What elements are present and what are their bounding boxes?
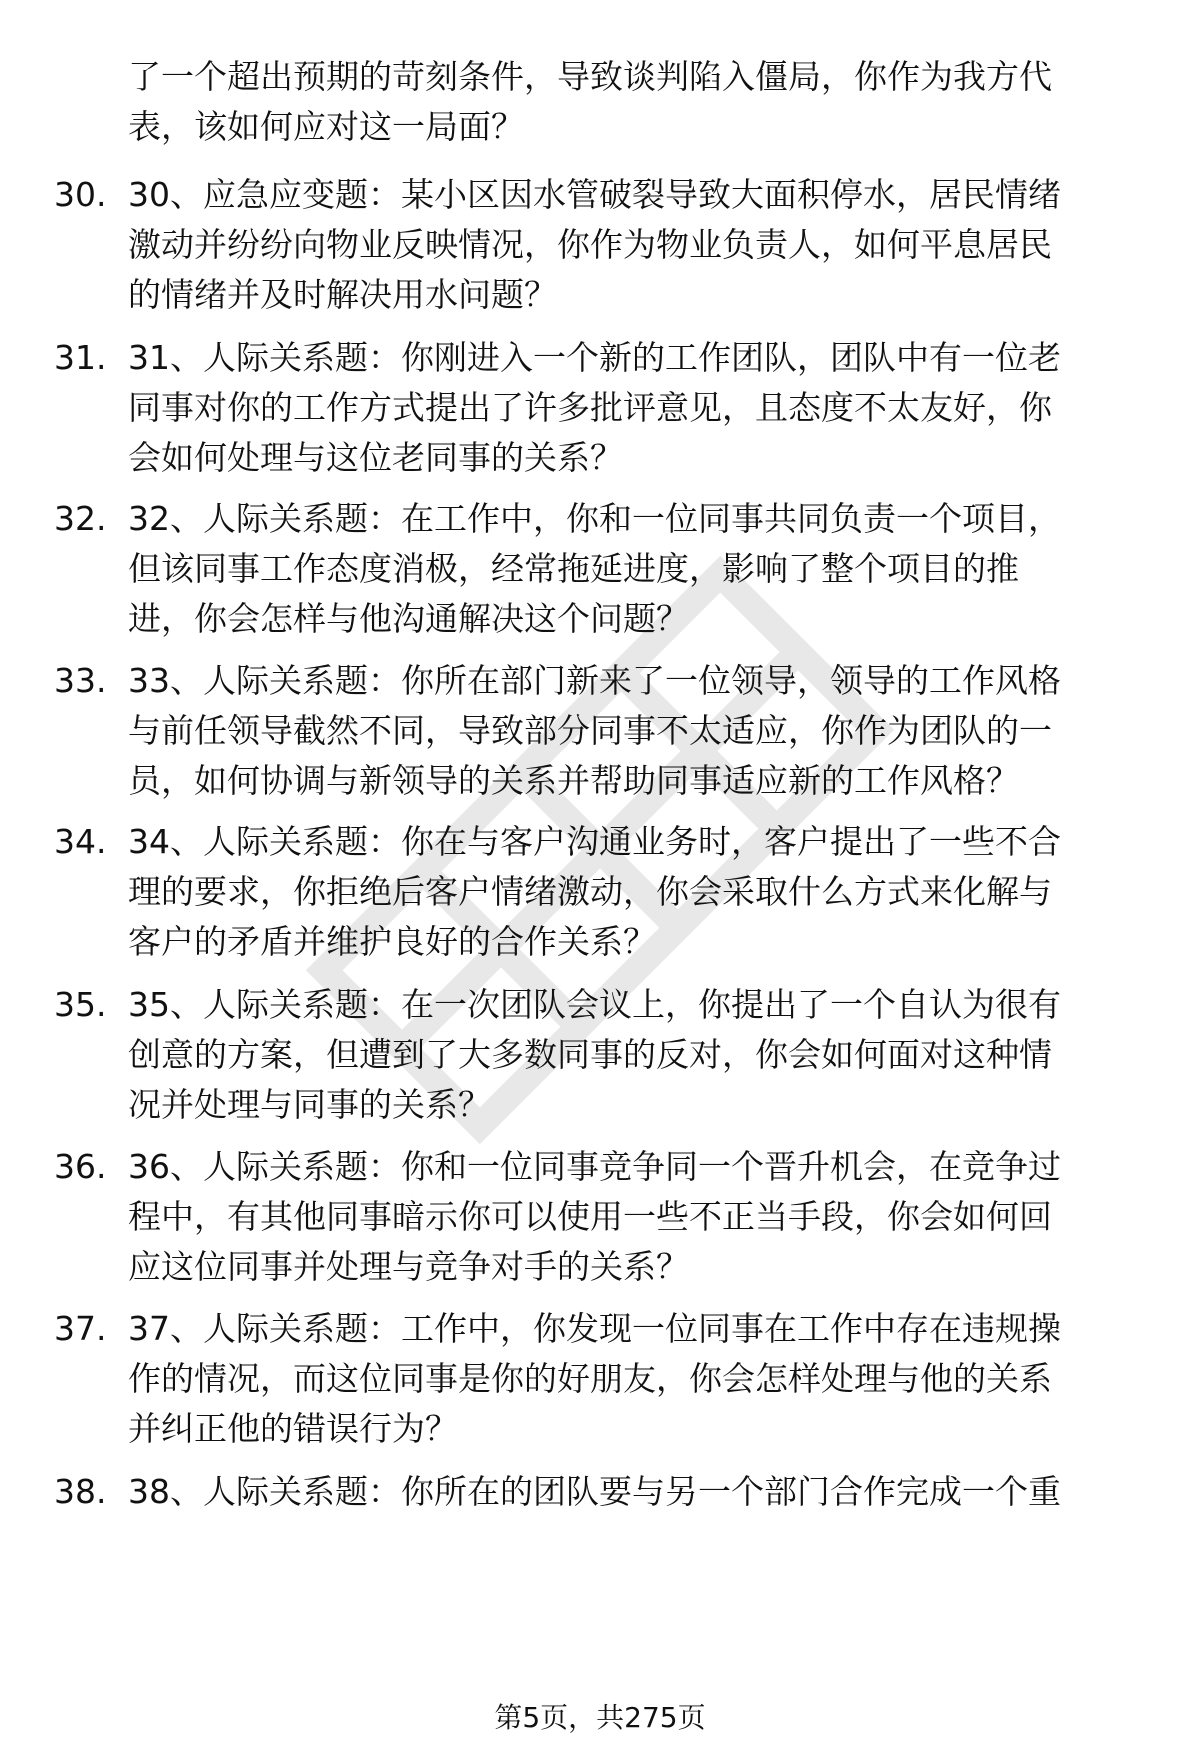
question-text-line: 进，你会怎样与他沟通解决这个问题？ xyxy=(128,599,689,638)
question-text-line: 表，该如何应对这一局面？ xyxy=(128,107,524,146)
question-text xyxy=(128,494,1158,644)
question-text-line: 与前任领导截然不同，导致部分同事不太适应，你作为团队的一 xyxy=(128,711,1052,750)
question-text xyxy=(128,1304,1158,1454)
question-text-line: 的情绪并及时解决用水问题？ xyxy=(128,275,557,314)
question-text-line: 33、人际关系题：你所在部门新来了一位领导，领导的工作风格 xyxy=(128,661,1061,700)
question-text-line: 并纠正他的错误行为？ xyxy=(128,1409,458,1448)
question-text-line: 37、人际关系题：工作中，你发现一位同事在工作中存在违规操 xyxy=(128,1309,1061,1348)
question-number: 34. xyxy=(54,822,107,861)
question-number: 38. xyxy=(54,1472,107,1511)
question-text-line: 30、应急应变题：某小区因水管破裂导致大面积停水，居民情绪 xyxy=(128,175,1061,214)
question-number: 33. xyxy=(54,661,107,700)
question-text xyxy=(128,1467,1158,1517)
question-text-line: 36、人际关系题：你和一位同事竞争同一个晋升机会，在竞争过 xyxy=(128,1147,1061,1186)
question-number: 35. xyxy=(54,985,107,1024)
question-number: 36. xyxy=(54,1147,107,1186)
question-text-line: 了一个超出预期的苛刻条件，导致谈判陷入僵局，你作为我方代 xyxy=(128,57,1052,96)
question-number: 32. xyxy=(54,499,107,538)
question-text-line: 激动并纷纷向物业反映情况，你作为物业负责人，如何平息居民 xyxy=(128,225,1052,264)
question-text-line: 程中，有其他同事暗示你可以使用一些不正当手段，你会如何回 xyxy=(128,1197,1052,1236)
question-text-line: 同事对你的工作方式提出了许多批评意见，且态度不太友好，你 xyxy=(128,388,1052,427)
question-text-line: 31、人际关系题：你刚进入一个新的工作团队，团队中有一位老 xyxy=(128,338,1061,377)
question-text-line: 34、人际关系题：你在与客户沟通业务时，客户提出了一些不合 xyxy=(128,822,1061,861)
question-text xyxy=(128,52,1158,152)
question-text xyxy=(128,170,1158,320)
page-footer: 第5页，共275页 xyxy=(494,1701,706,1734)
question-text-line: 创意的方案，但遭到了大多数同事的反对，你会如何面对这种情 xyxy=(128,1035,1052,1074)
question-text-line: 作的情况，而这位同事是你的好朋友，你会怎样处理与他的关系 xyxy=(128,1359,1052,1398)
question-text-line: 35、人际关系题：在一次团队会议上，你提出了一个自认为很有 xyxy=(128,985,1061,1024)
question-text-line: 会如何处理与这位老同事的关系？ xyxy=(128,438,623,477)
question-number: 37. xyxy=(54,1309,107,1348)
question-text-line: 客户的矛盾并维护良好的合作关系？ xyxy=(128,922,656,961)
question-text-line: 但该同事工作态度消极，经常拖延进度，影响了整个项目的推 xyxy=(128,549,1019,588)
question-text-line: 38、人际关系题：你所在的团队要与另一个部门合作完成一个重 xyxy=(128,1472,1061,1511)
question-text-line: 理的要求，你拒绝后客户情绪激动，你会采取什么方式来化解与 xyxy=(128,872,1052,911)
question-text xyxy=(128,656,1158,806)
question-text-line: 32、人际关系题：在工作中，你和一位同事共同负责一个项目， xyxy=(128,499,1061,538)
question-text xyxy=(128,333,1158,483)
question-text xyxy=(128,980,1158,1130)
question-text-line: 应这位同事并处理与竞争对手的关系？ xyxy=(128,1247,689,1286)
question-text xyxy=(128,817,1158,967)
question-text xyxy=(128,1142,1158,1292)
question-number: 30. xyxy=(54,175,107,214)
question-number: 31. xyxy=(54,338,107,377)
question-text-line: 员，如何协调与新领导的关系并帮助同事适应新的工作风格？ xyxy=(128,761,1019,800)
question-text-line: 况并处理与同事的关系？ xyxy=(128,1085,491,1124)
